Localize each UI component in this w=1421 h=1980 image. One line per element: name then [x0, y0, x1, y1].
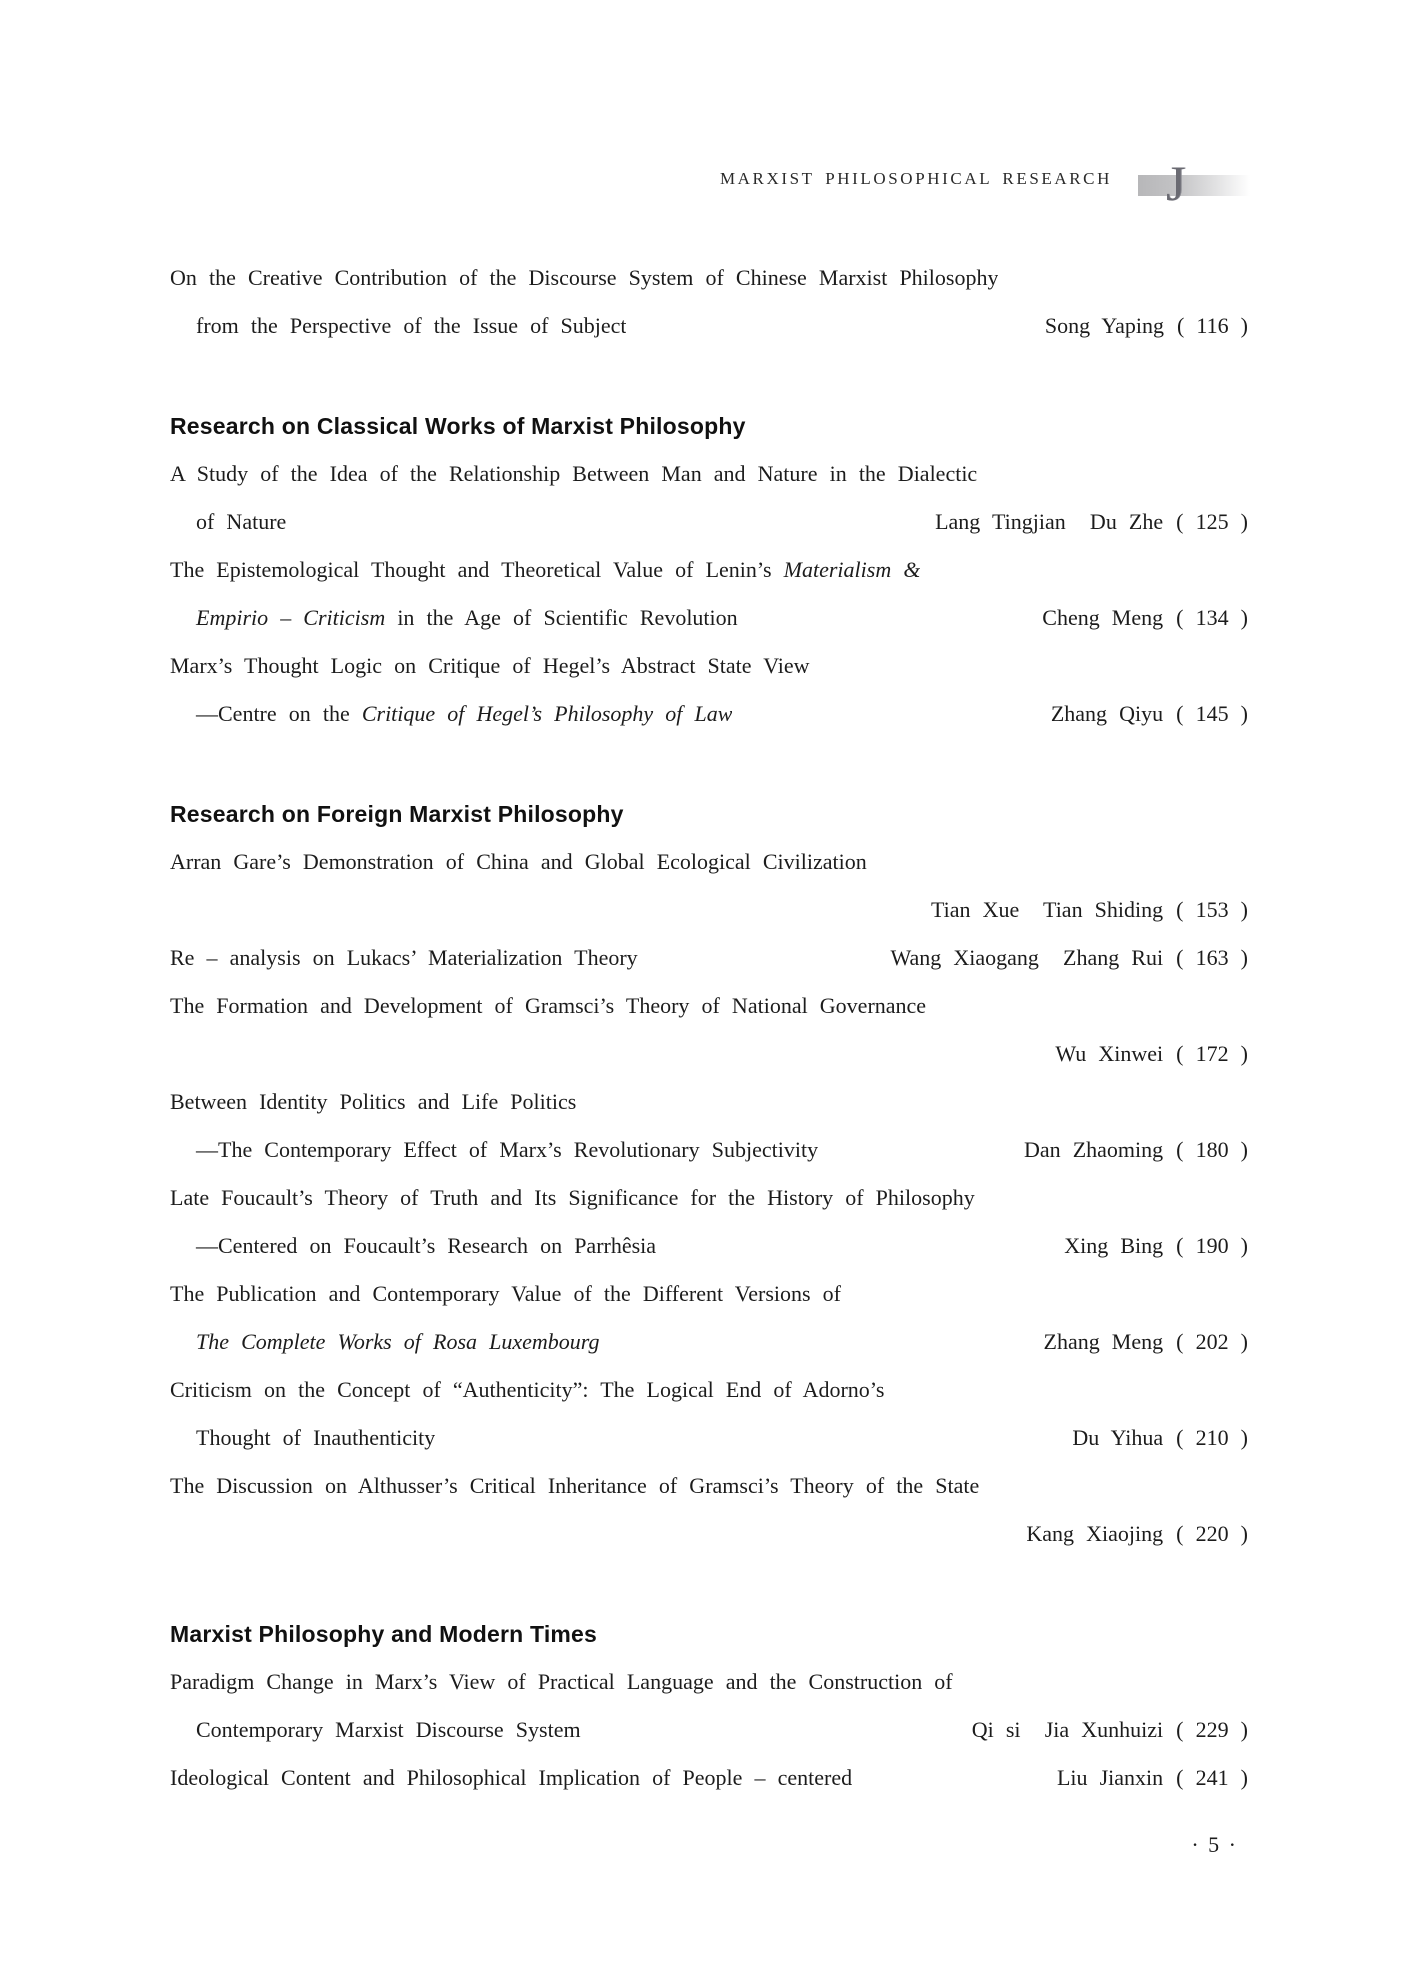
toc-line [170, 886, 1248, 934]
toc-line [170, 1658, 1248, 1706]
entry-authors: Kang Xiaojing [1026, 1521, 1164, 1546]
entry-title [170, 1270, 841, 1318]
entry-page: ( 241 ) [1176, 1765, 1248, 1790]
entry-title [170, 1414, 435, 1462]
entry-authors: Wang Xiaogang Zhang Rui [890, 945, 1164, 970]
title-italic-run: Empirio – Criticism [196, 605, 386, 630]
toc-line [170, 1462, 1248, 1510]
section-heading: Marxist Philosophy and Modern Times [170, 1621, 598, 1647]
title-run: Criticism on the Concept of “Authenticity”: The Logical End of Adorno’s [170, 1377, 885, 1402]
entry-page: ( 172 ) [1176, 1041, 1248, 1066]
entry-ref [1022, 594, 1248, 642]
entry-ref [1035, 1030, 1248, 1078]
title-run: Arran Gare’s Demonstration of China and Global Ecological Civilization [170, 849, 867, 874]
entry-title [170, 254, 998, 302]
entry-page: ( 125 ) [1176, 509, 1248, 534]
title-italic-run: Materialism & [783, 557, 921, 582]
entry-page: ( 153 ) [1176, 897, 1248, 922]
toc-line [170, 982, 1248, 1030]
toc-line [170, 1270, 1248, 1318]
entry-title [170, 1318, 600, 1366]
toc-line [170, 1366, 1248, 1414]
logo-gradient-bar [1138, 175, 1250, 196]
toc-line [170, 546, 1248, 594]
journal-title: MARXIST PHILOSOPHICAL RESEARCH [719, 169, 1112, 188]
entry-page: ( 180 ) [1176, 1137, 1248, 1162]
entry-title [170, 1706, 581, 1754]
entry-ref [1024, 1318, 1249, 1366]
entry-ref [915, 498, 1248, 546]
entry-authors: Tian Xue Tian Shiding [930, 897, 1164, 922]
journal-logo [1138, 155, 1288, 218]
toc-line [170, 642, 1248, 690]
entry-page: ( 163 ) [1176, 945, 1248, 970]
toc-line [170, 690, 1248, 738]
toc-line [170, 450, 1248, 498]
toc-line [170, 838, 1248, 886]
entry-title [170, 1078, 576, 1126]
entry-title [170, 1126, 818, 1174]
entry-authors: Lang Tingjian Du Zhe [935, 509, 1164, 534]
title-run: in the Age of Scientific Revolution [385, 605, 738, 630]
entry-ref [870, 934, 1248, 982]
toc-line [170, 302, 1248, 350]
entry-ref [911, 886, 1248, 934]
entry-ref [1006, 1510, 1248, 1558]
entry-ref [1004, 1126, 1248, 1174]
entry-ref [1044, 1222, 1248, 1270]
title-run: —Centre on the [196, 701, 362, 726]
entry-page: ( 229 ) [1176, 1717, 1248, 1742]
entry-title [170, 302, 626, 350]
page-number: · 5 · [1191, 1832, 1238, 1857]
entry-ref [1052, 1414, 1248, 1462]
entry-authors: Liu Jianxin [1056, 1765, 1164, 1790]
entry-ref [1031, 690, 1248, 738]
entry-page: ( 210 ) [1176, 1425, 1248, 1450]
entry-title [170, 1222, 656, 1270]
toc-line [170, 1510, 1248, 1558]
title-run: of Nature [196, 509, 287, 534]
entry-title [170, 450, 977, 498]
toc-line [170, 1706, 1248, 1754]
entry-page: ( 145 ) [1176, 701, 1248, 726]
entry-authors: Qi si Jia Xunhuizi [971, 1717, 1164, 1742]
entry-authors: Dan Zhaoming [1023, 1137, 1164, 1162]
entry-authors: Wu Xinwei [1055, 1041, 1164, 1066]
title-run: The Formation and Development of Gramsci’s Theory of National Governance [170, 993, 927, 1018]
logo-letter-j: J [1166, 155, 1186, 211]
entry-title [170, 642, 810, 690]
toc-line [170, 1126, 1248, 1174]
toc-line [170, 254, 1248, 302]
entry-authors: Zhang Meng [1043, 1329, 1164, 1354]
entry-title [170, 982, 926, 1030]
section-heading: Research on Foreign Marxist Philosophy [170, 801, 624, 827]
entry-title [170, 594, 738, 642]
entry-authors: Song Yaping [1044, 313, 1164, 338]
title-run: The Discussion on Althusser’s Critical Inheritance of Gramsci’s Theory of the State [170, 1473, 980, 1498]
entry-title [170, 498, 286, 546]
entry-title [170, 838, 867, 886]
title-run: Late Foucault’s Theory of Truth and Its Significance for the History of Philosophy [170, 1185, 975, 1210]
toc [170, 254, 1248, 1802]
title-italic-run: The Complete Works of Rosa Luxembourg [196, 1329, 600, 1354]
toc-line [170, 594, 1248, 642]
entry-authors: Xing Bing [1064, 1233, 1164, 1258]
title-run: The Epistemological Thought and Theoretical Value of Lenin’s [170, 557, 784, 582]
entry-page: ( 190 ) [1176, 1233, 1248, 1258]
toc-line [170, 1318, 1248, 1366]
title-run: Contemporary Marxist Discourse System [196, 1717, 581, 1742]
title-run: A Study of the Idea of the Relationship Between Man and Nature in the Dialectic [170, 461, 978, 486]
title-run: The Publication and Contemporary Value of the Different Versions of [170, 1281, 841, 1306]
entry-title [170, 690, 732, 738]
entry-page: ( 116 ) [1176, 313, 1248, 338]
entry-page: ( 202 ) [1176, 1329, 1248, 1354]
toc-line [170, 1030, 1248, 1078]
title-run: Paradigm Change in Marx’s View of Practical Language and the Construction of [170, 1669, 953, 1694]
entry-title [170, 1366, 884, 1414]
title-run: Ideological Content and Philosophical Implication of People – centered [170, 1765, 853, 1790]
title-run: Between Identity Politics and Life Politics [170, 1089, 577, 1114]
entry-page: ( 220 ) [1176, 1521, 1248, 1546]
title-run: Thought of Inauthenticity [196, 1425, 436, 1450]
toc-line [170, 1222, 1248, 1270]
entry-ref [952, 1706, 1248, 1754]
title-run: —The Contemporary Effect of Marx’s Revolutionary Subjectivity [196, 1137, 819, 1162]
toc-line [170, 498, 1248, 546]
toc-line [170, 1414, 1248, 1462]
toc-line [170, 1174, 1248, 1222]
title-run: Re – analysis on Lukacs’ Materialization Theory [170, 945, 638, 970]
entry-title [170, 546, 920, 594]
entry-title [170, 1462, 979, 1510]
title-run: —Centered on Foucault’s Research on Parrhêsia [196, 1233, 657, 1258]
title-run: Marx’s Thought Logic on Critique of Hegel’s Abstract State View [170, 653, 810, 678]
toc-line [170, 1754, 1248, 1802]
entry-title [170, 934, 638, 982]
title-run: On the Creative Contribution of the Discourse System of Chinese Marxist Philosophy [170, 265, 999, 290]
entry-title [170, 1754, 852, 1802]
entry-authors: Du Yihua [1072, 1425, 1164, 1450]
toc-line [170, 934, 1248, 982]
entry-authors: Zhang Qiyu [1050, 701, 1164, 726]
entry-page: ( 134 ) [1176, 605, 1248, 630]
entry-title [170, 1658, 953, 1706]
section-heading: Research on Classical Works of Marxist Philosophy [170, 413, 746, 439]
entry-authors: Cheng Meng [1042, 605, 1164, 630]
title-run: from the Perspective of the Issue of Subject [196, 313, 627, 338]
title-italic-run: Critique of Hegel’s Philosophy of Law [361, 701, 733, 726]
toc-line [170, 1078, 1248, 1126]
entry-ref [1025, 302, 1248, 350]
entry-ref [1037, 1754, 1248, 1802]
entry-title [170, 1174, 975, 1222]
